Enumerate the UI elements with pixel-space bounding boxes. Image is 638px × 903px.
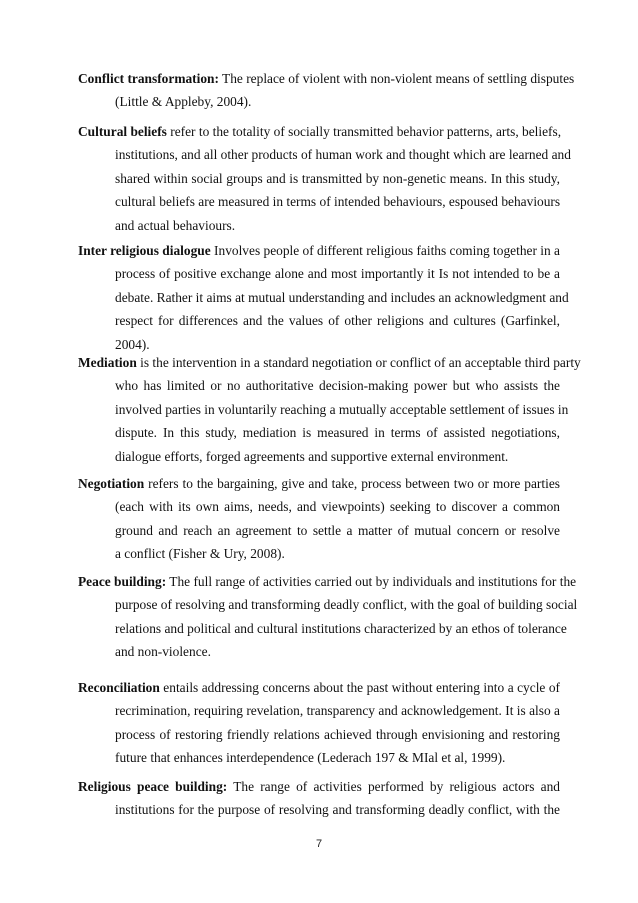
definition-text: debate. Rather it aims at mutual understanding and includes an acknowledgment and [115,289,569,305]
definition-text: process of positive exchange alone and most importantly it Is not intended to be a [115,266,560,282]
definition-entry [78,472,560,566]
definition-entry [78,239,569,356]
entry-first-line [78,775,560,798]
entry-first-line [78,472,560,495]
definition-entry [78,351,581,468]
definition-text: ground and reach an agreement to settle a matter of mutual concern or resolve [115,522,560,538]
definition-term: Conflict transformation: [78,71,219,86]
definition-text: dispute. In this study, mediation is measured in terms of assisted negotiations, [115,425,560,441]
definition-entry [78,775,560,822]
definition-entry [78,120,571,237]
entry-first-line [78,67,575,90]
page-number: 7 [315,838,323,850]
definition-text: dialogue efforts, forged agreements and supportive external environment. [115,448,509,464]
definition-text: institutions for the purpose of resolving and transforming deadly conflict, with the [115,802,560,818]
entry-first-line [78,676,560,699]
definition-term: Mediation [78,355,137,370]
definition-text: 2004). [115,336,150,352]
definition-text: refer to the totality of socially transmitted behavior patterns, arts, beliefs, [166,124,562,139]
definition-text: who has limited or no authoritative decision-making power but who assists the [115,378,560,394]
definition-term: Negotiation [78,476,145,491]
definition-text: cultural beliefs are measured in terms of intended behaviours, espoused behaviours [115,194,561,210]
definition-text: respect for differences and the values of other religions and cultures (Garfinkel, [115,313,560,329]
definition-text: The full range of activities carried out by individuals and institutions for the [166,574,577,589]
definition-text: future that enhances interdependence (Lederach 197 & MIal et al, 1999). [115,750,506,766]
definition-entry [78,570,578,664]
entry-first-line [78,570,577,593]
definition-entry [78,67,575,114]
definition-text: Involves people of different religious faiths coming together in a [210,243,560,258]
definition-term: Reconciliation [78,680,160,695]
entry-first-line [78,239,560,262]
definition-text: The replace of violent with non-violent means of settling disputes [218,71,575,86]
definition-text: shared within social groups and is transmitted by non-genetic means. In this study, [115,170,560,186]
definition-text: recrimination, requiring revelation, transparency and acknowledgement. It is also a [115,703,560,719]
definition-text: is the intervention in a standard negotiation or conflict of an acceptable third party [136,355,581,370]
definition-text: and non-violence. [115,644,211,660]
entry-first-line [78,120,560,143]
definition-text: process of restoring friendly relations achieved through envisioning and restoring [115,726,560,742]
definition-text: (Little & Appleby, 2004). [115,94,252,110]
definition-text: The range of activities performed by religious actors and [227,779,560,794]
definition-entry [78,676,560,770]
definition-term: Religious peace building: [78,779,228,794]
definition-term: Peace building: [78,574,167,589]
definition-term: Inter religious dialogue [78,243,211,258]
definition-text: relations and political and cultural institutions characterized by an ethos of tolerance [115,620,567,636]
definition-term: Cultural beliefs [78,124,167,139]
definition-text: purpose of resolving and transforming deadly conflict, with the goal of building social [115,597,578,613]
definition-text: and actual behaviours. [115,217,236,233]
definition-text: refers to the bargaining, give and take, process between two or more parties [144,476,560,491]
definition-text: entails addressing concerns about the past without entering into a cycle of [159,680,560,695]
definition-text: institutions, and all other products of human work and thought which are learned and [115,147,571,163]
definition-text: involved parties in voluntarily reaching a mutually acceptable settlement of issues in [115,401,569,417]
definition-text: (each with its own aims, needs, and viewpoints) seeking to discover a common [115,499,560,515]
entry-first-line [78,351,581,374]
definition-text: a conflict (Fisher & Ury, 2008). [115,546,285,562]
